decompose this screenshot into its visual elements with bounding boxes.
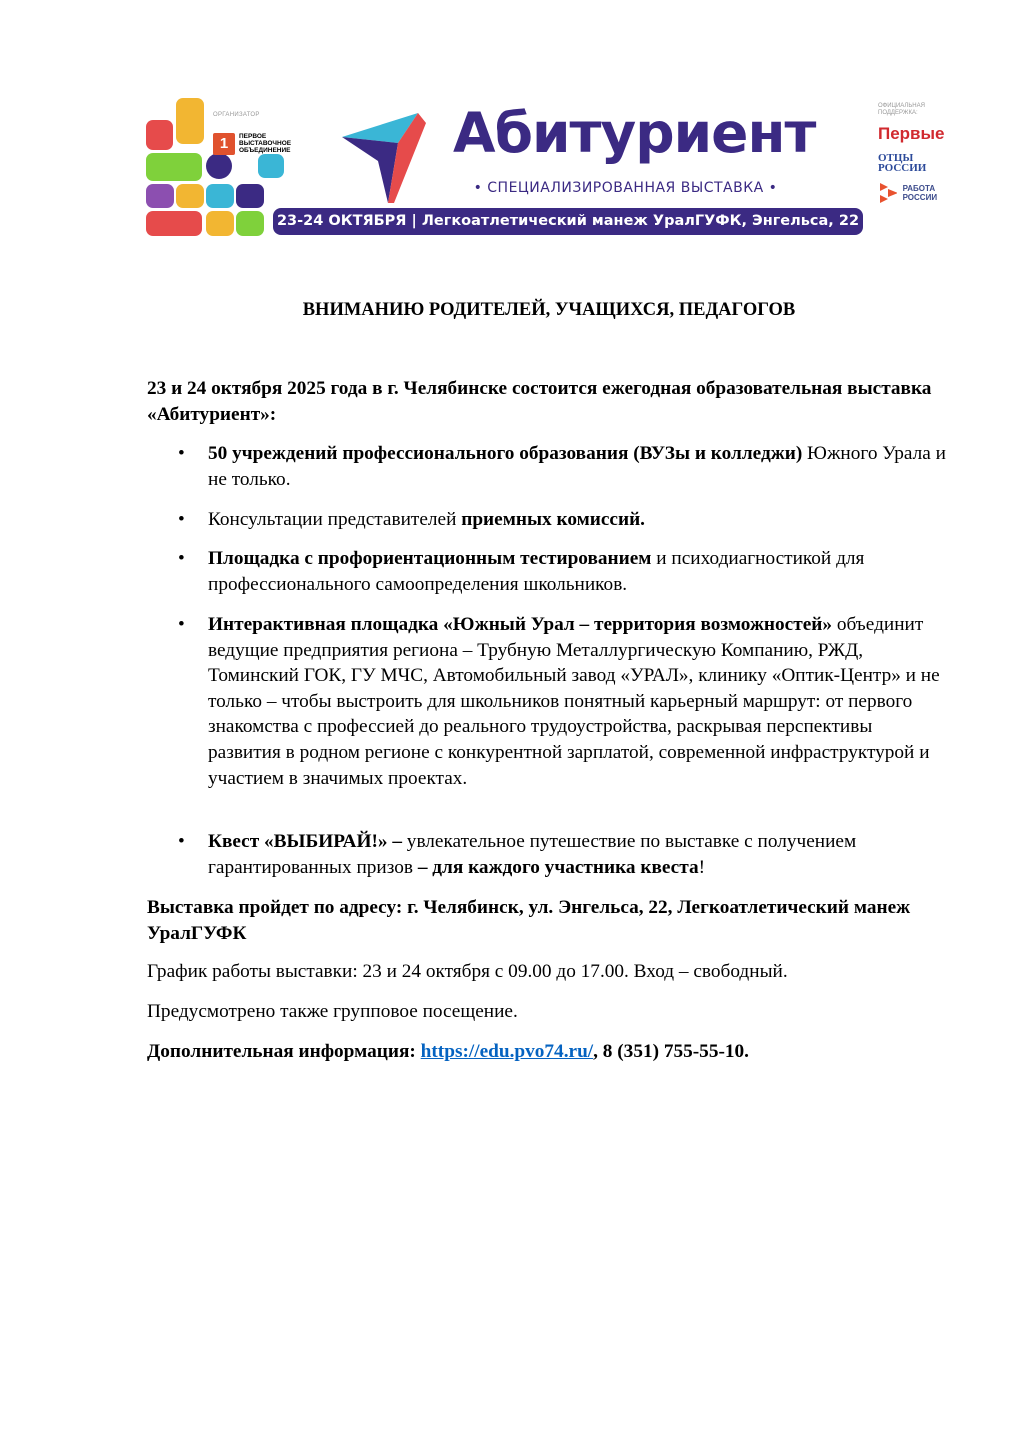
exhibition-title: Абитуриент [453, 101, 816, 165]
list-item-bold: Площадка с профориентационным тестированием [208, 548, 652, 569]
bullet: • [178, 548, 185, 569]
address-paragraph: Выставка пройдет по адресу: г. Челябинск, ул. Энгельса, 22, Легкоатлетический манеж УралГУФК [147, 897, 911, 944]
list-item-bold: 50 учреждений профессионального образования (ВУЗы и колледжи) [208, 443, 803, 464]
list-item-text: ! [698, 856, 706, 878]
list-item [178, 507, 948, 533]
organizer-caption: ОРГАНИЗАТОР [213, 112, 260, 118]
bullet: • [178, 443, 185, 464]
otcy-rossii-logo: ОТЦЫ РОССИИ [878, 151, 927, 174]
list-item-text: увлекательное путешествие по выставке с получением гарантированных призов [208, 831, 857, 878]
list-item [178, 612, 948, 791]
organizer-name: ПЕРВОЕ ВЫСТАВОЧНОЕ ОБЪЕДИНЕНИЕ [239, 133, 292, 155]
info-label: Дополнительная информация: [147, 1041, 421, 1062]
exhibition-subtitle: • СПЕЦИАЛИЗИРОВАННАЯ ВЫСТАВКА • [473, 180, 778, 196]
info-link[interactable]: https://edu.pvo74.ru/ [420, 1041, 594, 1062]
list-item-text: и психодиагностикой для профессионального самоопределения школьников. [208, 548, 865, 595]
pervye-logo: Первые [878, 124, 945, 143]
rabota-rossii-logo: РАБОТА РОССИИ [902, 183, 938, 202]
list-item-text: объединит ведущие предприятия региона – Трубную Металлургическую Компанию, РЖД, Томинский ГОК, ГУ МЧС, Автомобильный завод «УРАЛ», клинику «Оптик-Центр» и не только – чтобы выстроить для школьников понятный карьерный маршрут: от первого знакомства с профессией до реального трудоустройства, раскрывая перспективы развития в родном регионе с конкурентной зарплатой, современной инфраструктурой и участием в значимых проектах. [208, 614, 940, 789]
list-item [178, 441, 948, 492]
list-item-text: Консультации представителей [208, 509, 462, 530]
list-item-bold: – для каждого участника квеста [417, 856, 699, 878]
info-paragraph [147, 1039, 947, 1065]
list-item-bold: Квест «ВЫБИРАЙ!» – [208, 831, 402, 852]
group-visit-paragraph: Предусмотрено также групповое посещение. [147, 1001, 518, 1022]
schedule-paragraph: График работы выставки: 23 и 24 октября с 09.00 до 17.00. Вход – свободный. [147, 961, 788, 982]
support-block [878, 103, 961, 205]
page-heading: ВНИМАНИЮ РОДИТЕЛЕЙ, УЧАЩИХСЯ, ПЕДАГОГОВ [302, 300, 796, 320]
intro-paragraph: 23 и 24 октября 2025 года в г. Челябинске состоится ежегодная образовательная выставка «Абитуриент»: [147, 378, 932, 425]
organizer-logo: 1 [213, 133, 235, 155]
list-item [178, 829, 948, 880]
exhibition-banner [143, 95, 961, 240]
bullet: • [178, 509, 185, 530]
list-item-text: Южного Урала и не только. [208, 443, 946, 490]
list-item [178, 546, 948, 597]
dates-venue-bar: 23-24 ОКТЯБРЯ | Легкоатлетический манеж УралГУФК, Энгельса, 22 [273, 208, 863, 235]
list-item-bold: Интерактивная площадка «Южный Урал – территория возможностей» [208, 614, 833, 635]
info-phone: , 8 (351) 755-55-10. [593, 1041, 749, 1062]
arrow-logo-icon [338, 109, 430, 207]
bullet: • [178, 831, 185, 852]
support-caption: ОФИЦИАЛЬНАЯ ПОДДЕРЖКА: [878, 103, 925, 116]
bullet: • [178, 614, 185, 635]
list-item-bold: приемных комиссий. [461, 509, 646, 530]
organizer-block [213, 103, 299, 155]
rabota-rossii-icon [878, 181, 897, 205]
